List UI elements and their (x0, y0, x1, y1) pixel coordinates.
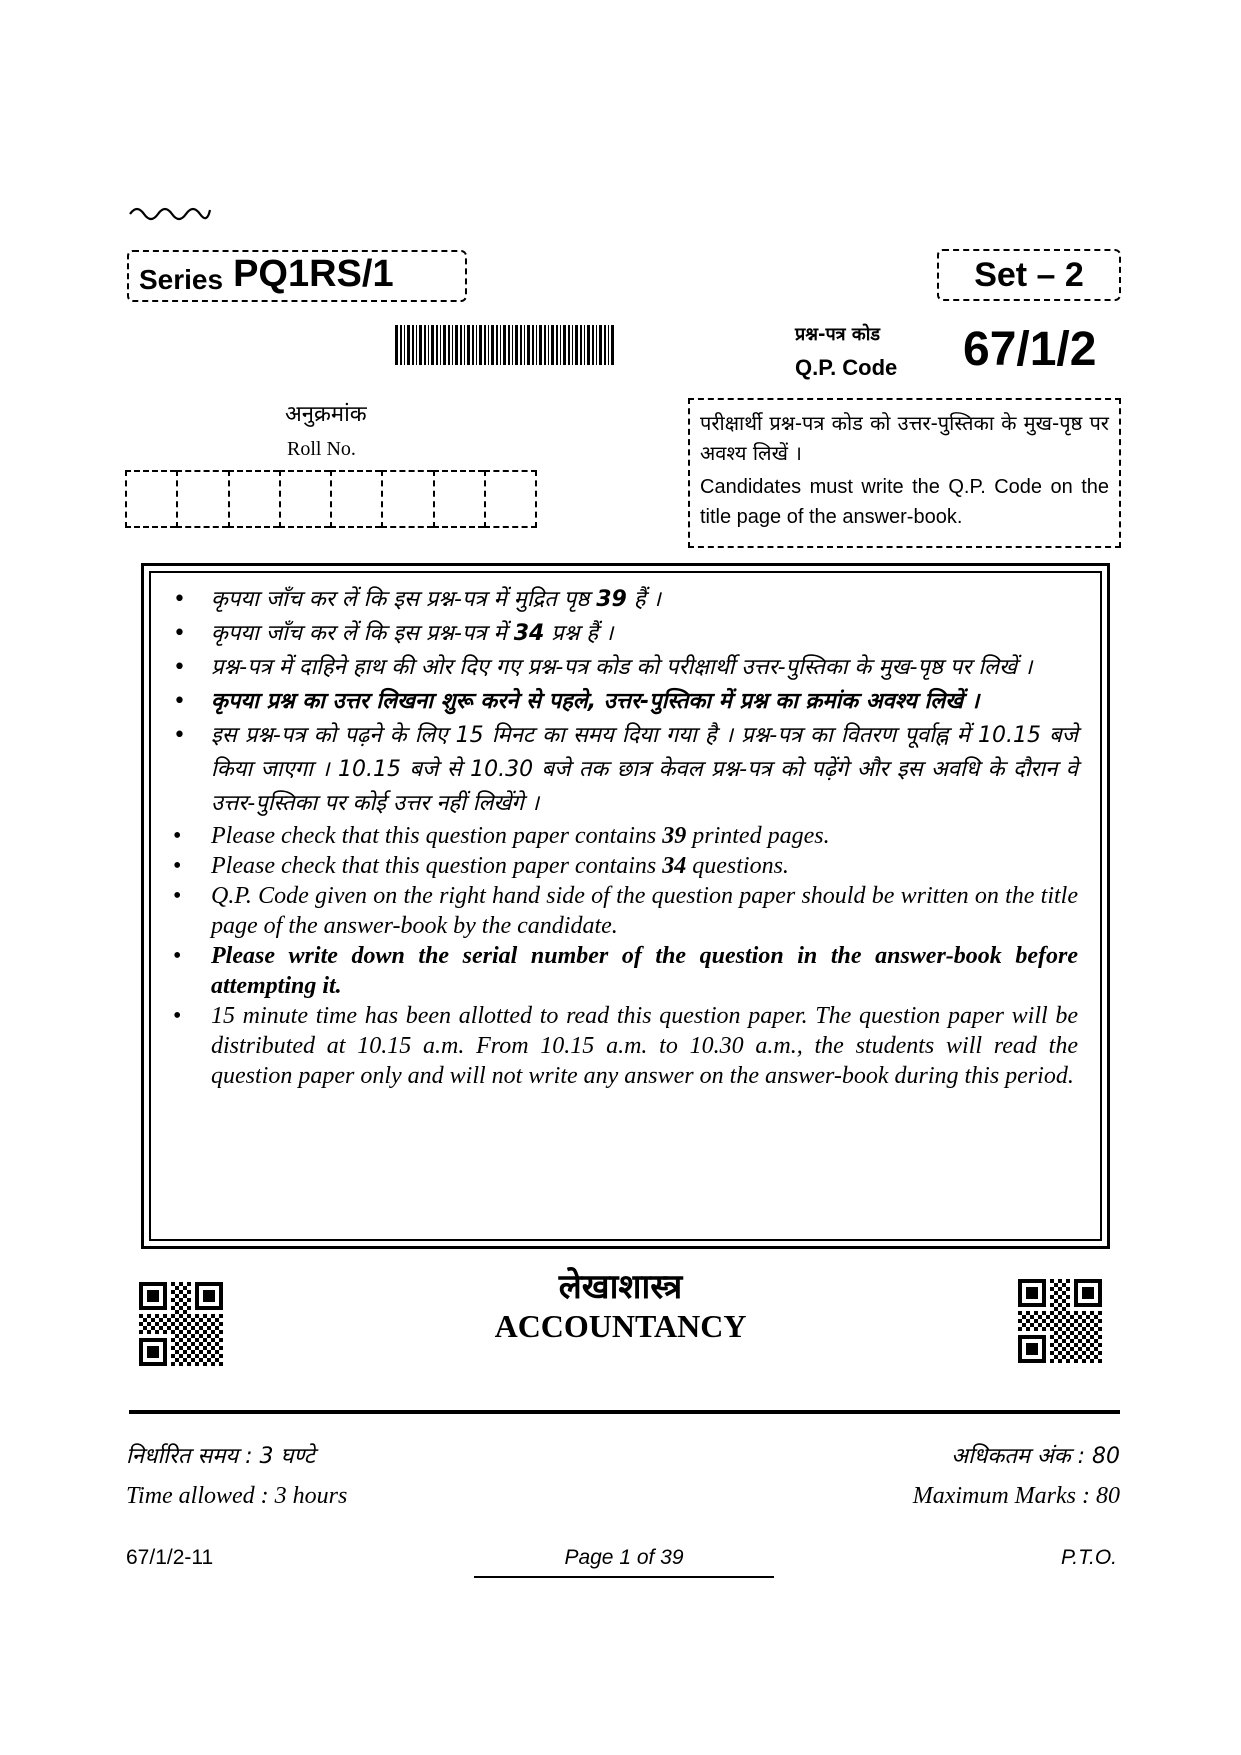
instructions-inner (149, 571, 1102, 1241)
qp-code-label-hindi: प्रश्न-पत्र कोड (795, 324, 880, 345)
instruction-item (173, 719, 1078, 821)
time-allowed: Time allowed : 3 hours (126, 1483, 348, 1509)
instruction-item (173, 651, 1078, 685)
instruction-bold-text: 34 (662, 853, 687, 879)
instruction-text: Q.P. Code given on the right hand side of the question paper should be written on the title page of the answer-book by the candidate. (211, 883, 1078, 939)
qr-code-icon (139, 1282, 223, 1366)
instruction-item (173, 583, 1078, 617)
qp-code-value: 67/1/2 (963, 323, 1097, 376)
instruction-bold-text: 34 (513, 621, 545, 646)
instruction-bold-text: 39 (662, 823, 687, 849)
instruction-text: इस प्रश्न-पत्र को पढ़ने के लिए 15 मिनट का समय दिया गया है । प्रश्न-पत्र का वितरण पूर्वाह्न में 10.15 बजे किया जाएगा । 10.15 बजे से 10.30 बजे तक छात्र केवल प्रश्न-पत्र को पढ़ेंगे और इस अवधि के दौरान वे उत्तर-पुस्तिका पर कोई उत्तर नहीं लिखेंगे । (211, 723, 1078, 816)
roll-number-cell (330, 470, 381, 528)
instruction-bold-text: कृपया प्रश्न का उत्तर लिखना शुरू करने से पहले, उत्तर-पुस्तिका में प्रश्न का क्रमांक अवश्य लिखें । (211, 689, 980, 714)
instructions-box (141, 563, 1110, 1249)
qp-code-label: Q.P. Code (795, 355, 898, 380)
roll-number-boxes (125, 470, 537, 528)
instruction-text: 15 minute time has been allotted to read this question paper. The question paper will be distributed at 10.15 a.m. From 10.15 a.m. to 10.30 a.m., the students will read the question paper only and will not write any answer on the answer-book during this period. (211, 1003, 1078, 1089)
instruction-item (173, 851, 1078, 881)
time-allowed-hindi: निर्धारित समय : 3 घण्टे (126, 1444, 315, 1469)
maximum-marks: Maximum Marks : 80 (912, 1483, 1120, 1509)
instruction-text: Please check that this question paper contains (211, 823, 663, 849)
roll-number-cell (433, 470, 484, 528)
page-number: Page 1 of 39 (474, 1546, 774, 1578)
barcode-icon (395, 325, 615, 365)
instruction-text: हैं । (626, 587, 661, 612)
tilde-mark-icon (128, 200, 212, 224)
instruction-item (173, 685, 1078, 719)
roll-number-cell (484, 470, 537, 528)
set-box (937, 249, 1121, 301)
instruction-bold-text: 39 (596, 587, 627, 612)
instruction-item (173, 941, 1078, 1001)
qr-code-icon (1018, 1279, 1102, 1363)
qp-code-note-hindi: परीक्षार्थी प्रश्न-पत्र कोड को उत्तर-पुस्तिका के मुख-पृष्ठ पर अवश्य लिखें । (700, 411, 1109, 465)
instruction-text: printed pages. (686, 823, 830, 849)
roll-number-label-hindi: अनुक्रमांक (285, 402, 367, 427)
series-box (127, 250, 467, 302)
series-label: Series (139, 264, 224, 295)
instruction-item (173, 881, 1078, 941)
subject-title-hindi: लेखाशास्त्र (558, 1267, 683, 1307)
instruction-text: कृपया जाँच कर लें कि इस प्रश्न-पत्र में मुद्रित पृष्ठ (211, 587, 597, 612)
roll-number-cell (125, 470, 176, 528)
instruction-text: questions. (686, 853, 789, 879)
roll-number-cell (279, 470, 330, 528)
divider (129, 1410, 1120, 1414)
instruction-text: कृपया जाँच कर लें कि इस प्रश्न-पत्र में (211, 621, 514, 646)
qp-code-note: Candidates must write the Q.P. Code on the title page of the answer-book. (700, 476, 1109, 528)
series-code: PQ1RS/1 (233, 253, 394, 295)
instructions-list (173, 583, 1078, 1091)
please-turn-over: P.T.O. (1060, 1546, 1117, 1569)
instruction-text: प्रश्न हैं । (544, 621, 614, 646)
instruction-item (173, 617, 1078, 651)
instruction-text: Please check that this question paper contains (211, 853, 663, 879)
roll-number-label: Roll No. (287, 438, 356, 460)
roll-number-cell (176, 470, 227, 528)
qp-code-note-box (688, 398, 1121, 548)
roll-number-cell (228, 470, 279, 528)
footer-paper-code: 67/1/2-11 (126, 1546, 214, 1569)
subject-title: ACCOUNTANCY (494, 1308, 747, 1344)
set-label: Set – 2 (974, 255, 1084, 294)
maximum-marks-hindi: अधिकतम अंक : 80 (951, 1444, 1120, 1469)
instruction-item (173, 1001, 1078, 1091)
instruction-text: प्रश्न-पत्र में दाहिने हाथ की ओर दिए गए प्रश्न-पत्र कोड को परीक्षार्थी उत्तर-पुस्तिका के मुख-पृष्ठ पर लिखें । (211, 655, 1033, 680)
instruction-item (173, 821, 1078, 851)
instruction-bold-text: Please write down the serial number of the question in the answer-book before attempting it. (211, 943, 1078, 999)
roll-number-cell (381, 470, 432, 528)
